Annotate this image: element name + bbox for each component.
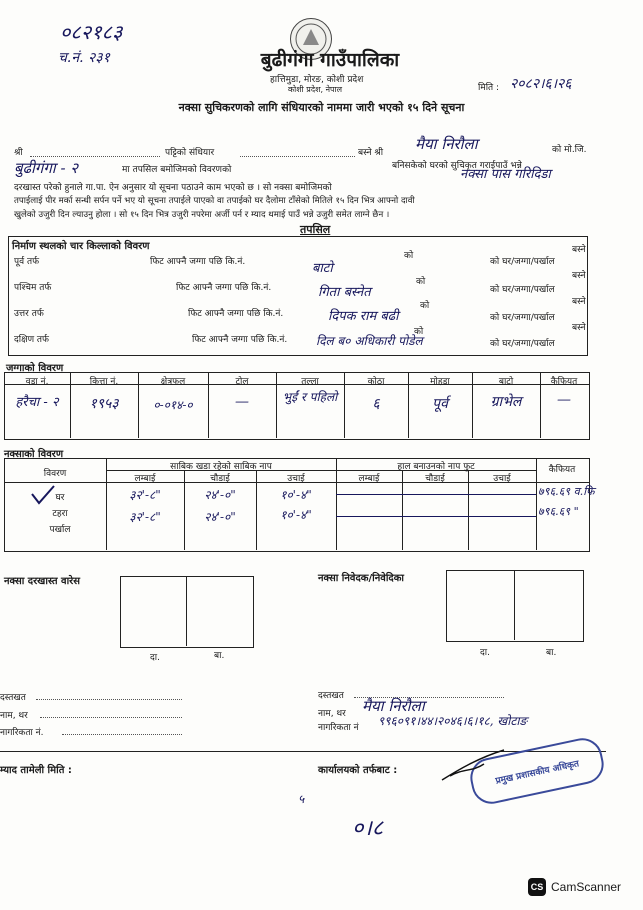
land-heading: जग्गाको विवरण [6, 363, 64, 374]
footer-myad: म्याद तामेली मिति : [0, 765, 72, 776]
row-label: पर्खाल [49, 525, 71, 535]
office-address: हात्तिमुडा, मोरङ, कोशी प्रदेश [270, 75, 364, 85]
sig-left-name: नाम, थर [0, 711, 28, 721]
land-value-ward: हरैचा - २ [15, 395, 59, 410]
fingerprint-left-baya: बा. [214, 651, 225, 661]
boundaries-heading: निर्माण स्थलको चार किल्लाको विवरण [12, 241, 150, 252]
sub-length-old: लम्बाई [134, 474, 156, 484]
row-label: घर [55, 493, 65, 503]
land-header-floor: तल्ला [301, 377, 319, 387]
signature-icon [438, 746, 508, 786]
map-header-vivaran: विवरण [43, 469, 67, 479]
sub-height-new: उचाई [493, 474, 511, 484]
boundary-text: फिट आफ्नै जग्गा पछि कि.नं. [176, 283, 272, 293]
land-value-remarks: — [557, 392, 571, 408]
fingerprint-right-dahine: दा. [480, 648, 490, 658]
map-header-kaifiyat: कैफियत [548, 465, 576, 475]
handwritten-letter-number: च.नं. २३१ [58, 50, 110, 66]
land-value-area: ०-०१४-० [153, 398, 193, 412]
ward-hw: बुढीगंगा - २ [14, 159, 79, 177]
sub-length-new: लम्बाई [358, 474, 380, 484]
stamp-text: प्रमुख प्रशासकीय अधिकृत [494, 758, 580, 787]
land-header-tol: टोल [235, 377, 249, 387]
boundary-direction: पश्चिम तर्फ [14, 283, 52, 293]
sig-right-name-hw: मैया निरौला [362, 697, 425, 715]
sub-width-old: चौडाई [210, 474, 230, 484]
fingerprint-left-heading: नक्सा दरखास्त वारेस [4, 576, 81, 587]
land-value-room: ६ [372, 396, 380, 412]
blank-line [36, 699, 182, 700]
sig-right-citizenship: नागरिकता नं [318, 723, 359, 733]
camscanner-logo-icon: CS [528, 878, 546, 896]
row-remark: ७९६.६९ " [538, 505, 579, 518]
boundary-ko: को [404, 251, 414, 261]
row-width: २४'-०" [204, 510, 236, 524]
blank-line [30, 156, 160, 157]
intro-shree: श्री [14, 148, 23, 158]
row-length: ३२'-८" [129, 488, 161, 502]
boundary-end: को घर/जग्गा/पर्खाल [490, 313, 555, 323]
blank-line [40, 717, 182, 718]
boundary-owner-hw: दिल ब० अधिकारी पोडेल [316, 334, 423, 348]
fingerprint-right-heading: नक्सा निवेदक/निवेदिका [318, 573, 404, 584]
row-width: २४'-०" [204, 488, 236, 502]
sig-right-citizenship-hw: ९९६०९१।४४।२०४६।६।१८, खोटाङ [378, 714, 528, 728]
boundary-owner-hw: बाटो [312, 261, 333, 276]
fingerprint-left-dahine: दा. [150, 653, 160, 663]
sig-left-citizenship: नागरिकता नं. [0, 728, 44, 738]
row-label: टहरा [52, 509, 68, 519]
bottom-scrawl: ०।८ [352, 816, 384, 841]
date-value: २०८२।६।२६ [510, 76, 572, 92]
land-header-remarks: कैफियत [550, 377, 578, 387]
row-remark: ७९६.६९ व.फि [538, 485, 595, 498]
intro-basne: बस्ने श्री [358, 148, 384, 158]
camscanner-watermark [528, 878, 621, 896]
sub-height-old: उचाई [287, 474, 305, 484]
intro-line5: खुलेको उजुरी दिन ल्याउनु होला । सो १५ दिन भित्र उजुरी नपरेमा अर्जी पर्न र म्याद थमाई पाउँ भन्ने उजुरी समेत लाग्ने छैन । [14, 210, 390, 220]
land-value-kitta: १९५३ [89, 396, 119, 412]
boundary-basne: बस्ने [572, 297, 586, 307]
intro-line2b: बनिसकेको घरको सुचिकृत गराईपाउँ भन्ने [392, 161, 522, 171]
fingerprint-right-baya: बा. [546, 648, 557, 658]
boundary-text: फिट आफ्नै जग्गा पछि कि.नं. [192, 335, 288, 345]
land-value-facing: पूर्व [432, 396, 448, 412]
map-heading: नक्साको विवरण [4, 449, 64, 460]
row-height: १०'-४" [280, 508, 312, 522]
boundary-text: फिट आफ्नै जग्गा पछि कि.नं. [150, 257, 246, 267]
camscanner-label: CamScanner [551, 880, 622, 894]
land-header-room: कोठा [367, 377, 385, 387]
tapasil-heading: तपसिल [300, 223, 331, 236]
sub-width-new: चौडाई [425, 474, 445, 484]
boundary-direction: उत्तर तर्फ [14, 309, 44, 319]
map-header-new: हाल बनाउनको नाप फुट [397, 462, 475, 472]
boundary-ko: को [420, 301, 430, 311]
boundary-end: को घर/जग्गा/पर्खाल [490, 285, 555, 295]
pen-line [336, 516, 536, 517]
boundary-owner-hw: दिपक राम बढी [328, 309, 399, 324]
sig-right-name: नाम, थर [318, 709, 346, 719]
boundary-ko: को [414, 327, 424, 337]
map-header-old: साबिक खडा रहेको साबिक नाप [170, 462, 272, 472]
intro-line2: मा तपसिल बमोजिमको विवरणको [122, 165, 232, 175]
boundary-end: को घर/जग्गा/पर्खाल [490, 257, 555, 267]
boundary-owner-hw: गिता बस्नेत [318, 285, 371, 300]
land-header-area: क्षेत्रफल [160, 377, 186, 387]
intro-sandhiyar: पट्टिको संधियार [165, 148, 215, 158]
footer-office: कार्यालयको तर्फबाट : [318, 765, 398, 776]
fingerprint-left-box [120, 576, 254, 648]
blank-line [240, 156, 355, 157]
pen-line [336, 494, 536, 495]
land-header-facing: मोहडा [430, 377, 450, 387]
intro-mojik: को मो.जि. [552, 145, 587, 155]
sig-right-dastakhat: दस्तखत [318, 691, 344, 701]
land-header-ward: वडा नं. [25, 377, 49, 387]
date-label: मिति : [478, 83, 500, 93]
boundary-direction: दक्षिण तर्फ [14, 335, 50, 345]
land-header-kitta: कित्ता नं. [89, 377, 119, 387]
intro-line4: तपाईलाई पीर मर्का सन्धी सर्पन पर्ने भए यो सूचना तपाईले पाएको वा तपाईको घर दैलोमा टाँसेको मितिले १५ दिन भित्र आफ्नो दावी [14, 196, 415, 206]
handwritten-ref-number: ०८२१८३ [60, 20, 123, 44]
land-value-road: ग्राभेल [490, 394, 522, 410]
fingerprint-divider [186, 576, 187, 646]
row-height: १०'-४" [280, 488, 312, 502]
row-length: ३२'-८" [129, 510, 161, 524]
land-value-tol: — [235, 394, 249, 410]
boundary-basne: बस्ने [572, 271, 586, 281]
page-mark: ५ [298, 792, 305, 806]
blank-line [62, 734, 182, 735]
boundary-direction: पूर्व तर्फ [14, 257, 40, 267]
land-header-road: बाटो [498, 377, 514, 387]
org-title: बुढीगंगा गाउँपालिका [260, 49, 400, 71]
fingerprint-divider [514, 570, 515, 640]
sig-left-dastakhat: दस्तखत [0, 693, 26, 703]
boundary-basne: बस्ने [572, 323, 586, 333]
boundary-text: फिट आफ्नै जग्गा पछि कि.नं. [188, 309, 284, 319]
fingerprint-right-box [446, 570, 584, 642]
boundary-end: को घर/जग्गा/पर्खाल [490, 339, 555, 349]
applicant-name-hw: मैया निरौला [415, 135, 478, 153]
purpose-hw: नक्सा पास गरिदिडा [460, 167, 551, 182]
boundary-basne: बस्ने [572, 245, 586, 255]
notice-title: नक्सा सुचिकरणको लागि संधियारको नाममा जारी भएको १५ दिने सूचना [178, 101, 465, 114]
intro-line3: दरखास्त परेको हुनाले गा.पा. ऐन अनुसार यो सूचना पठाउने काम भएको छ । सो नक्सा बमोजिमको [14, 183, 332, 193]
land-value-floor: भुईं र पहिलो [282, 390, 338, 404]
boundary-ko: को [416, 277, 426, 287]
office-province: कोशी प्रदेश, नेपाल [288, 85, 343, 94]
